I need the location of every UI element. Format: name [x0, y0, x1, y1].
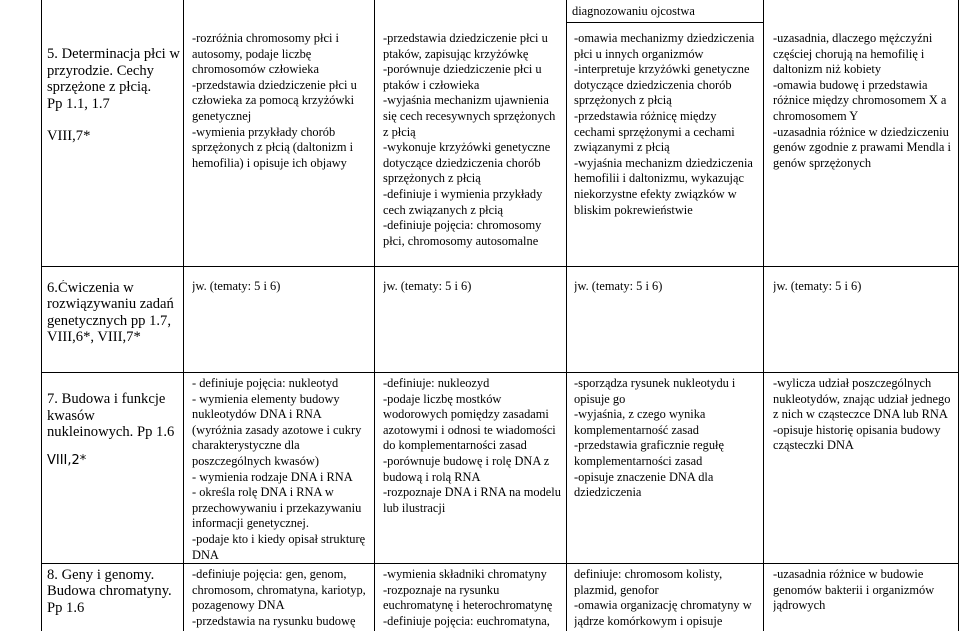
grid-vline-3 — [566, 0, 567, 631]
grid-vline-2 — [374, 0, 375, 631]
req-excellent-cell: jw. (tematy: 5 i 6) — [773, 279, 862, 293]
req-advanced-cell: jw. (tematy: 5 i 6) — [574, 279, 663, 293]
topic-cell — [47, 375, 181, 561]
req-basic-cell: -rozróżnia chromosomy płci i autosomy, podaje liczbę chromosomów człowieka -przedstawia dziedziczenie płci u człowieka za pomocą krzyżówki genetycznej -wymienia przykłady chorób sprzężonych z płcią (daltonizm i hemofilia) i opisuje ich objawy — [192, 31, 357, 170]
grid-vline-right — [958, 0, 959, 631]
grid-vline-left — [41, 0, 42, 631]
grid-hline-header — [566, 22, 763, 23]
topic-title: 5. Determinacja płci w przyrodzie. Cechy sprzężone z płcią. — [47, 46, 180, 96]
header-note: diagnozowaniu ojcostwa — [572, 4, 695, 18]
req-extended-cell: -wymienia składniki chromatyny -rozpoznaje na rysunku euchromatynę i heterochromatynę -definiuje pojęcia: euchromatyna, — [383, 567, 553, 628]
grid-hline-row2 — [41, 372, 959, 373]
grid-hline-row3 — [41, 563, 959, 564]
req-excellent-cell: -uzasadnia, dlaczego mężczyźni częściej chorują na hemofilię i daltonizm niż kobiety -omawia budowę i przedstawia różnice między chromosomem X a chromosomem Y -uzasadnia różnice w dziedziczeniu genów zgodnie z prawami Mendla i genów sprzężonych — [773, 31, 951, 170]
req-basic-cell: - definiuje pojęcia: nukleotyd - wymienia elementy budowy nukleotydów DNA i RNA (wyróżnia zasady azotowe i cukry charakterystyczne dla poszczególnych kwasów) - wymienia rodzaje DNA i RNA - określa rolę DNA i RNA w przechowywaniu i przekazywaniu informacji genetycznej. -podaje kto i kiedy opisał strukturę DNA — [192, 376, 366, 562]
req-advanced-cell: -omawia mechanizmy dziedziczenia płci u innych organizmów -interpretuje krzyżówki genetyczne dotyczące dziedziczenia chorób sprzężonych z płcią -przedstawia różnicę między cechami sprzężonymi a cechami związanymi z płcią -wyjaśnia mechanizm dziedziczenia hemofilii i daltonizmu, wykazując niekorzystne efekty związków w bliskim pokrewieństwie — [574, 31, 755, 217]
topic-code: Pp 1.1, 1.7 VIII,7* — [47, 95, 110, 145]
grid-vline-1 — [183, 0, 184, 631]
req-basic-cell: -definiuje pojęcia: gen, genom, chromosom, chromatyna, kariotyp, pozagenowy DNA -przedstawia na rysunku budowę — [192, 567, 366, 628]
topic-cell: 6.Ćwiczenia w rozwiązywaniu zadań genetycznych pp 1.7, VIII,6*, VIII,7* — [47, 280, 174, 346]
req-advanced-cell: -sporządza rysunek nukleotydu i opisuje go -wyjaśnia, z czego wynika komplementarność zasad -przedstawia graficznie regułę komplementarności zasad -opisuje znaczenie DNA dla dziedziczenia — [574, 376, 736, 500]
req-extended-cell: jw. (tematy: 5 i 6) — [383, 279, 472, 293]
req-excellent-cell: -wylicza udział poszczególnych nukleotydów, znając udział jednego z nich w cząsteczce DNA lub RNA -opisuje historię opisania budowy cząsteczki DNA — [773, 376, 951, 453]
req-advanced-cell: definiuje: chromosom kolisty, plazmid, genofor -omawia organizację chromatyny w jądrze komórkowym i opisuje — [574, 567, 752, 628]
req-extended-cell: -przedstawia dziedziczenie płci u ptaków, zapisując krzyżówkę -porównuje dziedziczenie płci u ptaków i człowieka -wyjaśnia mechanizm ujawnienia się cech recesywnych sprzężonych z płcią -wykonuje krzyżówki genetyczne dotyczące dziedziczenia chorób sprzężonych z płcią -definiuje i wymienia przykłady cech związanych z płcią -definiuje pojęcia: chromosomy płci, chromosomy autosomalne — [383, 31, 556, 248]
topic-cell: 8. Geny i genomy. Budowa chromatyny. Pp 1.6 — [47, 567, 172, 616]
req-basic-cell: jw. (tematy: 5 i 6) — [192, 279, 281, 293]
topic-title: 7. Budowa i funkcje kwasów nukleinowych. Pp 1.6 — [47, 391, 175, 441]
topic-cell — [47, 30, 181, 260]
req-excellent-cell: -uzasadnia różnice w budowie genomów bakterii i organizmów jądrowych — [773, 567, 935, 613]
grid-hline-row1 — [41, 266, 959, 267]
req-extended-cell: -definiuje: nukleozyd -podaje liczbę mostków wodorowych pomiędzy zasadami azotowymi i odnosi te wiadomości do komplementarności zasad -porównuje budowę i rolę DNA z budową i rolą RNA -rozpoznaje DNA i RNA na modelu lub ilustracji — [383, 376, 561, 515]
topic-code: VIII,2* — [47, 452, 87, 468]
grid-vline-4 — [763, 0, 764, 631]
